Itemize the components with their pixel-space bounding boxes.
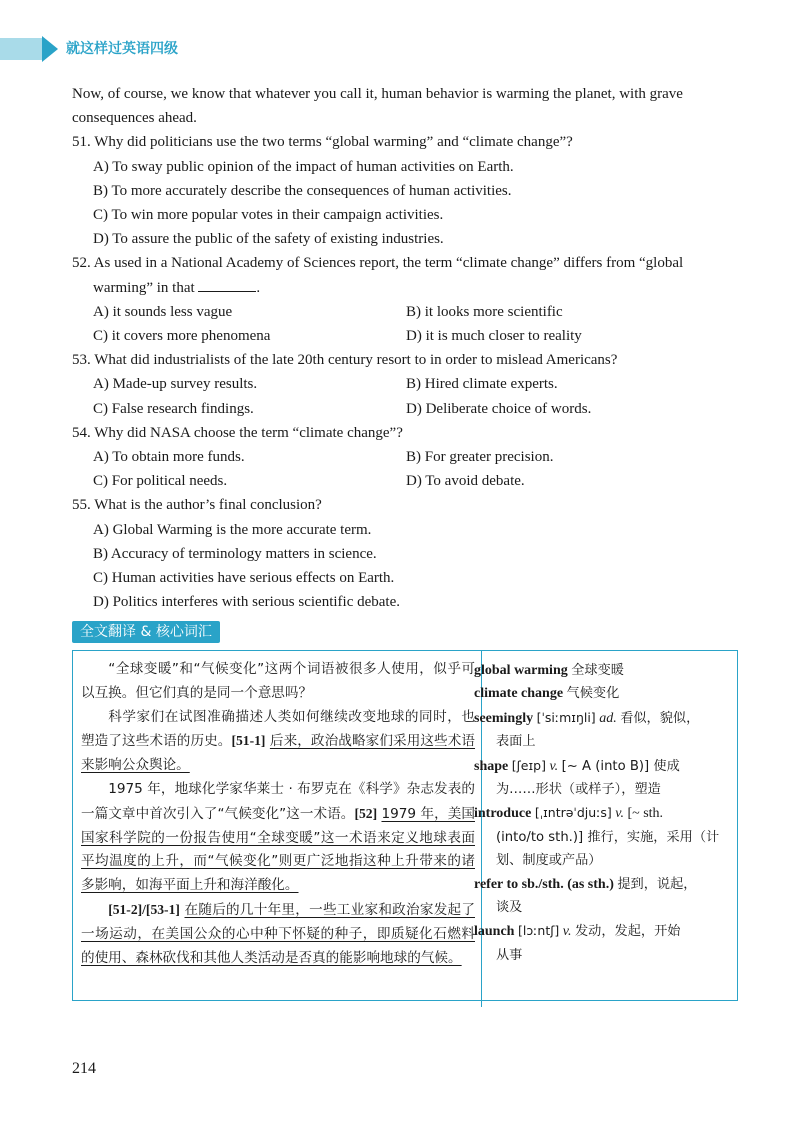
question-ref-tag: [51-2]/[53-1] bbox=[108, 901, 180, 917]
header-accent-bar bbox=[0, 38, 44, 60]
option: B) it looks more scientific bbox=[406, 303, 563, 320]
vocab-entry: global warming 全球变暖 bbox=[474, 663, 624, 678]
option: D) To avoid debate. bbox=[406, 473, 525, 490]
translation-vocab-box bbox=[72, 650, 738, 1001]
translation-paragraph: 科学家们在试图准确描述人类如何继续改变地球的同时，也塑造了这些术语的历史。[51-1] 后来，政治战略家们采用这些术语来影响公众舆论。 bbox=[81, 708, 476, 774]
option: A) it sounds less vague bbox=[93, 303, 233, 320]
question-ref-tag: [51-1] bbox=[231, 733, 266, 749]
vocab-entry: introduce [ˌɪntrəˈdjuːs] v. [~ sth. (into/to sth.)] 推行，实施，采用（计划、制度或产品） bbox=[474, 805, 720, 869]
header-arrow-icon bbox=[42, 36, 58, 62]
vocab-entry: launch [lɔːntʃ] v. 发动，发起，开始 从事 bbox=[474, 923, 681, 963]
option: C) it covers more phenomena bbox=[93, 328, 271, 345]
option: B) To more accurately describe the consequences of human activities. bbox=[93, 182, 512, 199]
question-51 bbox=[72, 130, 744, 251]
option: D) it is much closer to reality bbox=[406, 328, 582, 345]
book-title: 就这样过英语四级 bbox=[66, 41, 178, 57]
translation-paragraph bbox=[81, 898, 475, 970]
question-52 bbox=[72, 251, 744, 348]
translation-column bbox=[73, 651, 482, 1007]
option: C) False research findings. bbox=[93, 400, 254, 417]
question-55 bbox=[72, 493, 744, 614]
section-title: 全文翻译 & 核心词汇 bbox=[72, 621, 220, 643]
underlined-key-sentence: 后来，政治战略家们采用这些术语来影响公众舆论。 bbox=[81, 733, 476, 774]
vocab-column bbox=[468, 651, 749, 1008]
option: D) Deliberate choice of words. bbox=[406, 400, 592, 417]
translation-paragraph: 1975 年，地球化学家华莱士 · 布罗克在《科学》杂志发表的一篇文章中首次引入了“气候变化”这一术语。[52] 1979 年，美国国家科学院的一份报告使用“全球变暖”这一术语来定义地球表面平均温度的上升，而“气候变化”则更广泛地指这种上升带来的诸多影响，如海平面上升和海洋酸化。 bbox=[81, 780, 475, 894]
option: D) Politics interferes with serious scientific debate. bbox=[93, 594, 400, 611]
question-stem: 54. Why did NASA choose the term “climate change”? bbox=[72, 424, 403, 441]
vocab-entry: refer to sb./sth. (as sth.) 提到，说起， 谈及 bbox=[474, 876, 697, 916]
translation-paragraph: “全球变暖”和“气候变化”这两个词语被很多人使用，似乎可以互换。但它们真的是同一个意思吗？ bbox=[81, 661, 475, 701]
option: B) For greater precision. bbox=[406, 449, 554, 466]
underlined-key-sentence: 在随后的几十年里，一些工业家和政治家发起了一场运动，在美国公众的心中种下怀疑的种子，即质疑化石燃料的使用、森林砍伐和其他人类活动是否真的能影响地球的气候。 bbox=[81, 901, 475, 966]
question-stem-continued: warming” in that . bbox=[72, 276, 744, 300]
option: A) Global Warming is the more accurate term. bbox=[93, 521, 372, 538]
intro-paragraph: Now, of course, we know that whatever you call it, human behavior is warming the planet, with grave consequences ahead. bbox=[72, 86, 683, 127]
questions-section bbox=[72, 82, 744, 614]
option: A) Made-up survey results. bbox=[93, 376, 258, 393]
option: C) Human activities have serious effects on Earth. bbox=[93, 570, 395, 587]
question-stem: 53. What did industrialists of the late 20th century resort to in order to mislead Americans? bbox=[72, 352, 618, 369]
option: A) To sway public opinion of the impact of human activities on Earth. bbox=[93, 158, 514, 175]
option: B) Accuracy of terminology matters in science. bbox=[93, 545, 377, 562]
vocab-entry: climate change 气候变化 bbox=[474, 686, 620, 702]
option: C) For political needs. bbox=[93, 473, 228, 490]
vocab-entry: shape [ʃeɪp] v. [~ A (into B)] 使成 为……形状（或样子），塑造 bbox=[474, 757, 680, 798]
question-stem: 55. What is the author’s final conclusion? bbox=[72, 497, 322, 514]
option: C) To win more popular votes in their campaign activities. bbox=[93, 207, 444, 224]
question-53 bbox=[72, 348, 744, 421]
option: B) Hired climate experts. bbox=[406, 376, 558, 393]
option: A) To obtain more funds. bbox=[93, 449, 245, 466]
option: D) To assure the public of the safety of existing industries. bbox=[93, 231, 444, 248]
question-54 bbox=[72, 421, 744, 494]
question-stem: 51. Why did politicians use the two terms “global warming” and “climate change”? bbox=[72, 134, 573, 151]
vocab-entry: seemingly [ˈsiːmɪŋli] ad. 看似，貌似， 表面上 bbox=[474, 709, 700, 750]
question-stem: 52. As used in a National Academy of Sciences report, the term “climate change” differs from “global bbox=[72, 255, 684, 272]
page-number: 214 bbox=[72, 1060, 96, 1077]
underlined-key-sentence: 1979 年，美国国家科学院的一份报告使用“全球变暖”这一术语来定义地球表面平均温度的上升，而“气候变化”则更广泛地指这种上升带来的诸多影响，如海平面上升和海洋酸化。 bbox=[81, 805, 475, 894]
question-ref-tag: [52] bbox=[354, 805, 378, 821]
answer-blank bbox=[198, 277, 256, 292]
